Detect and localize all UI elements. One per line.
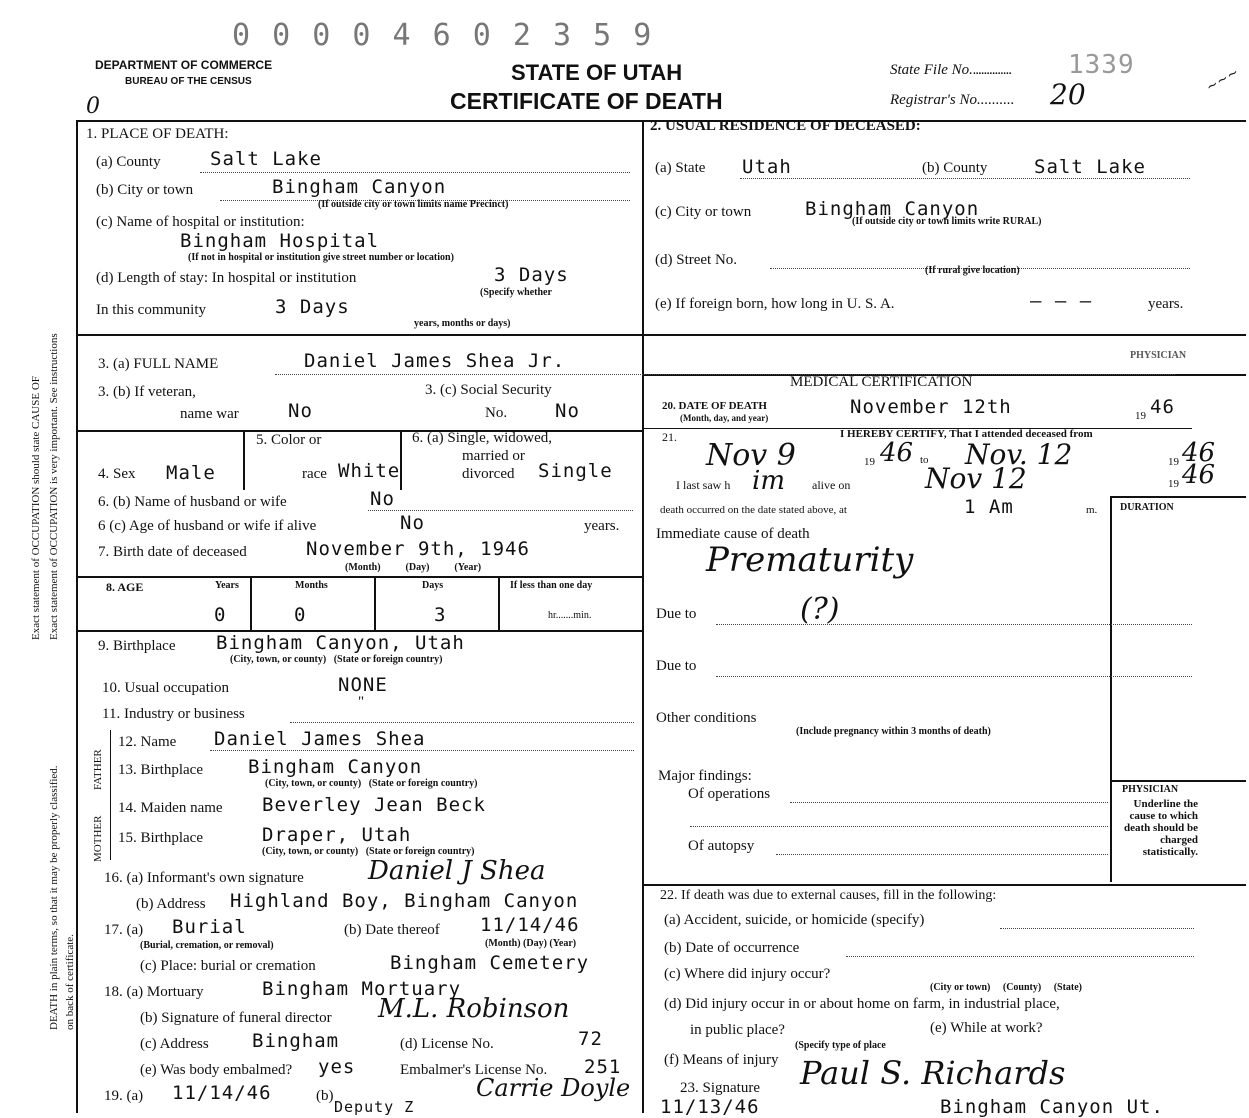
hrmin-label: hr.......min.: [548, 610, 592, 621]
birth-date-value: November 9th, 1946: [306, 538, 530, 560]
divider-veteran: [76, 430, 642, 432]
ss-value: No: [555, 400, 580, 422]
birthplace-value: Bingham Canyon, Utah: [216, 632, 465, 654]
registrar-signature: Carrie Doyle: [476, 1074, 631, 1102]
accident-label: (a) Accident, suicide, or homicide (specify): [664, 912, 925, 928]
dod-value: November 12th: [850, 396, 1012, 418]
certificate-title: CERTIFICATE OF DEATH: [450, 88, 723, 114]
age-label: 8. AGE: [106, 580, 144, 594]
embalmed-label: (e) Was body embalmed?: [140, 1062, 293, 1078]
father-birthplace-label: 13. Birthplace: [118, 762, 203, 778]
age-months-value: 0: [294, 604, 307, 626]
physician-tag: PHYSICIAN: [1122, 784, 1179, 795]
to-year-prefix: 19: [1168, 456, 1179, 468]
burial-date-value: 11/14/46: [480, 914, 580, 936]
dotline: [846, 956, 1194, 957]
state-file-value: 1339: [1068, 50, 1135, 80]
cert-number: 21.: [662, 430, 677, 444]
divider-external: [642, 884, 1246, 886]
immediate-cause-value: Prematurity: [706, 540, 914, 580]
ss-no-label: No.: [485, 405, 508, 421]
underline-note: Underline the cause to which death should be charged statistically.: [1124, 798, 1198, 858]
informant-address-label: (b) Address: [136, 896, 206, 912]
burial-place-value: Bingham Cemetery: [390, 952, 590, 974]
veteran-name-war-label: name war: [180, 406, 239, 422]
bracket-parents: [110, 730, 111, 860]
burial-value: Burial: [172, 916, 247, 938]
industry-value: ": [358, 694, 365, 710]
margin-mark: 0: [86, 94, 100, 119]
spouse-age-unit: years.: [584, 518, 620, 534]
dotline: [740, 178, 1190, 179]
res-county-value: Salt Lake: [1034, 156, 1146, 178]
dotline: [210, 750, 634, 751]
embalmer-license-label: Embalmer's License No.: [400, 1062, 548, 1078]
father-tag: FATHER: [92, 749, 104, 790]
divider-age-1: [250, 576, 252, 630]
divider-duration: [1110, 496, 1112, 882]
alive-year: 46: [1182, 460, 1216, 490]
informant-address-value: Highland Boy, Bingham Canyon: [230, 890, 579, 912]
mother-birthplace-note: (City, town, or county) (State or foreign country): [262, 846, 475, 857]
divider-color: [400, 430, 402, 490]
pod-community-value: 3 Days: [275, 296, 350, 318]
pod-community-note: years, months or days): [414, 318, 511, 329]
signature-label: 23. Signature: [680, 1080, 760, 1096]
burial-note: (Burial, cremation, or removal): [140, 940, 274, 951]
filed-value: 11/14/46: [172, 1082, 272, 1104]
dotline: [290, 722, 634, 723]
divider-physician: [1110, 780, 1246, 782]
work-label: (e) While at work?: [930, 1020, 1043, 1036]
father-name-value: Daniel James Shea: [214, 728, 426, 750]
mother-birthplace-label: 15. Birthplace: [118, 830, 203, 846]
mortuary-label: 18. (a) Mortuary: [104, 984, 204, 1000]
occurred-unit: m.: [1086, 504, 1098, 516]
divider-age-3: [498, 576, 500, 630]
spouse-age-label: 6 (c) Age of husband or wife if alive: [98, 518, 317, 534]
from-year: 46: [880, 438, 914, 468]
divider-sex: [243, 430, 245, 490]
months-label: Months: [295, 580, 328, 591]
full-name-value: Daniel James Shea Jr.: [304, 350, 566, 372]
birthplace-label: 9. Birthplace: [98, 638, 176, 654]
dod-year: 46: [1150, 396, 1175, 418]
embalmer-license-value: 251: [584, 1056, 622, 1078]
marital-value: Single: [538, 460, 613, 482]
due-to-label-1: Due to: [656, 606, 697, 622]
last-saw-value: im: [752, 466, 785, 496]
dotline: [690, 826, 1108, 827]
father-birthplace-note: (City, town, or county) (State or foreign country): [265, 778, 478, 789]
dotline: [200, 172, 630, 173]
lessday-label: If less than one day: [510, 580, 593, 591]
industry-label: 11. Industry or business: [102, 706, 245, 722]
margin-instruction-1: Exact statement of OCCUPATION is very important. See instructions: [48, 333, 60, 640]
pod-stay-value: 3 Days: [494, 264, 569, 286]
alive-label: alive on: [812, 478, 851, 492]
dotline: [790, 802, 1108, 803]
divider-age-top: [76, 576, 642, 578]
res-county-label: (b) County: [922, 160, 988, 176]
other-conditions-note: (Include pregnancy within 3 months of death): [796, 726, 991, 737]
dotline: [1000, 928, 1194, 929]
marital-label-2: married or: [462, 448, 525, 464]
pod-community-label: In this community: [96, 302, 206, 318]
pod-stay-label: (d) Length of stay: In hospital or institution: [96, 270, 357, 286]
alive-value: Nov 12: [925, 462, 1027, 495]
dotline: [776, 854, 1108, 855]
pod-county-value: Salt Lake: [210, 148, 322, 170]
home-label: (d) Did injury occur in or about home on farm, in industrial place,: [664, 996, 1060, 1012]
race-label: race: [302, 466, 327, 482]
serial-number: 0 0 0 0 4 6 0 2 3 5 9: [232, 18, 654, 53]
res-street-note: (If rural give location): [925, 265, 1020, 276]
divider-1r: [642, 334, 1246, 336]
res-state-value: Utah: [742, 156, 792, 178]
immediate-cause-label: Immediate cause of death: [656, 526, 810, 542]
director-label: (b) Signature of funeral director: [140, 1010, 332, 1026]
mortuary-address-value: Bingham: [252, 1030, 340, 1052]
corner-mark: ~~~: [1203, 64, 1242, 96]
occupation-value: NONE: [338, 674, 388, 696]
father-birthplace-value: Bingham Canyon: [248, 756, 423, 778]
sex-label: 4. Sex: [98, 466, 136, 482]
means-label: (f) Means of injury: [664, 1052, 779, 1068]
external-title: 22. If death was due to external causes, fill in the following:: [660, 888, 997, 903]
spouse-label: 6. (b) Name of husband or wife: [98, 494, 287, 510]
race-value: White: [338, 460, 401, 482]
bureau-label: BUREAU OF THE CENSUS: [125, 76, 252, 87]
physician-tag-top: PHYSICIAN: [1130, 350, 1187, 361]
pod-hospital-label: (c) Name of hospital or institution:: [96, 214, 305, 230]
mortuary-address-label: (c) Address: [140, 1036, 209, 1052]
license-label: (d) License No.: [400, 1036, 494, 1052]
specify-note: (Specify type of place: [795, 1040, 886, 1051]
age-years-value: 0: [214, 604, 227, 626]
dod-year-prefix: 19: [1135, 410, 1146, 422]
res-street-label: (d) Street No.: [655, 252, 738, 268]
ss-label: 3. (c) Social Security: [425, 382, 552, 398]
dod-label: 20. DATE OF DEATH: [662, 400, 767, 412]
margin-instruction-2: Exact statement of OCCUPATION should state CAUSE OF: [30, 376, 42, 640]
maiden-name-label: 14. Maiden name: [118, 800, 223, 816]
divider-duration-top: [1110, 496, 1246, 498]
birthplace-note: (City, town, or county) (State or foreign country): [230, 654, 443, 665]
burial-date-label: (b) Date thereof: [344, 922, 440, 938]
operations-label: Of operations: [688, 786, 771, 802]
dotline: [368, 510, 633, 511]
pod-city-value: Bingham Canyon: [272, 176, 447, 198]
margin-instruction-4: on back of certificate.: [64, 934, 76, 1030]
attended-from: Nov 9: [706, 438, 796, 473]
res-city-value: Bingham Canyon: [805, 198, 980, 220]
director-signature: M.L. Robinson: [378, 994, 570, 1024]
autopsy-label: Of autopsy: [688, 838, 755, 854]
cert-text: I HEREBY CERTIFY, That I attended deceased from: [840, 428, 1093, 440]
due-to-value-1: (?): [800, 592, 840, 627]
birth-date-label: 7. Birth date of deceased: [98, 544, 247, 560]
mother-tag: MOTHER: [92, 815, 104, 862]
registrar-value: 20: [1050, 78, 1086, 111]
burial-place-label: (c) Place: burial or cremation: [140, 958, 316, 974]
state-file-label: State File No...............: [890, 62, 1012, 78]
attended-to: Nov. 12: [965, 438, 1073, 471]
spouse-value: No: [370, 488, 395, 510]
occurrence-label: (b) Date of occurrence: [664, 940, 800, 956]
medical-title: MEDICAL CERTIFICATION: [790, 374, 973, 390]
full-name-label: 3. (a) FULL NAME: [98, 356, 219, 372]
signature-address: Bingham Canyon Ut.: [940, 1096, 1164, 1118]
license-value: 72: [578, 1028, 603, 1050]
res-city-note: (If outside city or town limits write RURAL): [852, 216, 1042, 227]
pod-county-label: (a) County: [96, 154, 161, 170]
duration-label: DURATION: [1120, 502, 1174, 513]
deputy-value: Deputy Z: [334, 1098, 415, 1116]
other-conditions-label: Other conditions: [656, 710, 757, 726]
residence-title: 2. USUAL RESIDENCE OF DECEASED:: [650, 118, 921, 134]
mother-birthplace-value: Draper, Utah: [262, 824, 412, 846]
divider-age-2: [374, 576, 376, 630]
dotline: [275, 374, 1175, 375]
pod-stay-note: (Specify whether: [480, 287, 552, 298]
divider-center: [642, 120, 644, 1113]
occupation-label: 10. Usual occupation: [102, 680, 230, 696]
where-label: (c) Where did injury occur?: [664, 966, 831, 982]
pod-city-note: (If outside city or town limits name Precinct): [318, 199, 509, 210]
days-label: Days: [422, 580, 444, 591]
signature-date: 11/13/46: [660, 1096, 760, 1118]
age-days-value: 3: [434, 604, 447, 626]
dod-sublabel: (Month, day, and year): [680, 413, 769, 423]
father-name-label: 12. Name: [118, 734, 177, 750]
filed-label: 19. (a): [104, 1088, 144, 1104]
dotline: [716, 624, 1192, 625]
burial-date-note: (Month) (Day) (Year): [485, 938, 577, 949]
occurred-label: death occurred on the date stated above, at: [660, 504, 847, 516]
veteran-value: No: [288, 400, 313, 422]
dotline: [716, 676, 1192, 677]
birth-date-note: (Month) (Day) (Year): [345, 562, 482, 573]
alive-year-prefix: 19: [1168, 478, 1179, 490]
pod-hospital-value: Bingham Hospital: [180, 230, 380, 252]
color-label: 5. Color or: [256, 432, 322, 448]
embalmed-value: yes: [318, 1056, 356, 1078]
veteran-label: 3. (b) If veteran,: [98, 384, 196, 400]
due-to-label-2: Due to: [656, 658, 697, 674]
place-of-death-title: 1. PLACE OF DEATH:: [86, 126, 229, 142]
to-label: to: [920, 454, 929, 466]
informant-signature: Daniel J Shea: [368, 856, 546, 886]
mortuary-value: Bingham Mortuary: [262, 978, 462, 1000]
state-title: STATE OF UTAH: [511, 60, 683, 85]
spouse-age-value: No: [400, 512, 425, 534]
from-year-prefix: 19: [864, 456, 875, 468]
department-label: DEPARTMENT OF COMMERCE: [95, 58, 273, 72]
divider-1: [76, 334, 642, 336]
marital-label-3: divorced: [462, 466, 515, 482]
res-foreign-value: — — —: [1030, 290, 1093, 312]
res-city-label: (c) City or town: [655, 204, 752, 220]
filed-b-label: (b): [316, 1088, 334, 1104]
marital-label-1: 6. (a) Single, widowed,: [412, 430, 552, 446]
physician-signature: Paul S. Richards: [800, 1054, 1066, 1092]
pod-hospital-note: (If not in hospital or institution give street number or location): [188, 252, 454, 263]
res-foreign-label: (e) If foreign born, how long in U. S. A.: [655, 296, 895, 312]
registrar-label: Registrar's No..........: [890, 92, 1015, 108]
major-findings-label: Major findings:: [658, 768, 752, 784]
occurred-value: 1 Am: [964, 496, 1014, 518]
last-saw-label: I last saw h: [676, 478, 731, 492]
public-label: in public place?: [690, 1022, 785, 1038]
maiden-name-value: Beverley Jean Beck: [262, 794, 486, 816]
res-foreign-unit: years.: [1148, 296, 1184, 312]
years-label: Years: [215, 580, 239, 591]
to-year: 46: [1182, 438, 1216, 468]
res-state-label: (a) State: [655, 160, 706, 176]
burial-label: 17. (a): [104, 922, 144, 938]
informant-sig-label: 16. (a) Informant's own signature: [104, 870, 304, 886]
sex-value: Male: [166, 462, 216, 484]
where-note: (City or town) (County) (State): [930, 982, 1083, 993]
margin-instruction-3: DEATH in plain terms, so that it may be properly classified.: [48, 765, 60, 1030]
pod-city-label: (b) City or town: [96, 182, 194, 198]
